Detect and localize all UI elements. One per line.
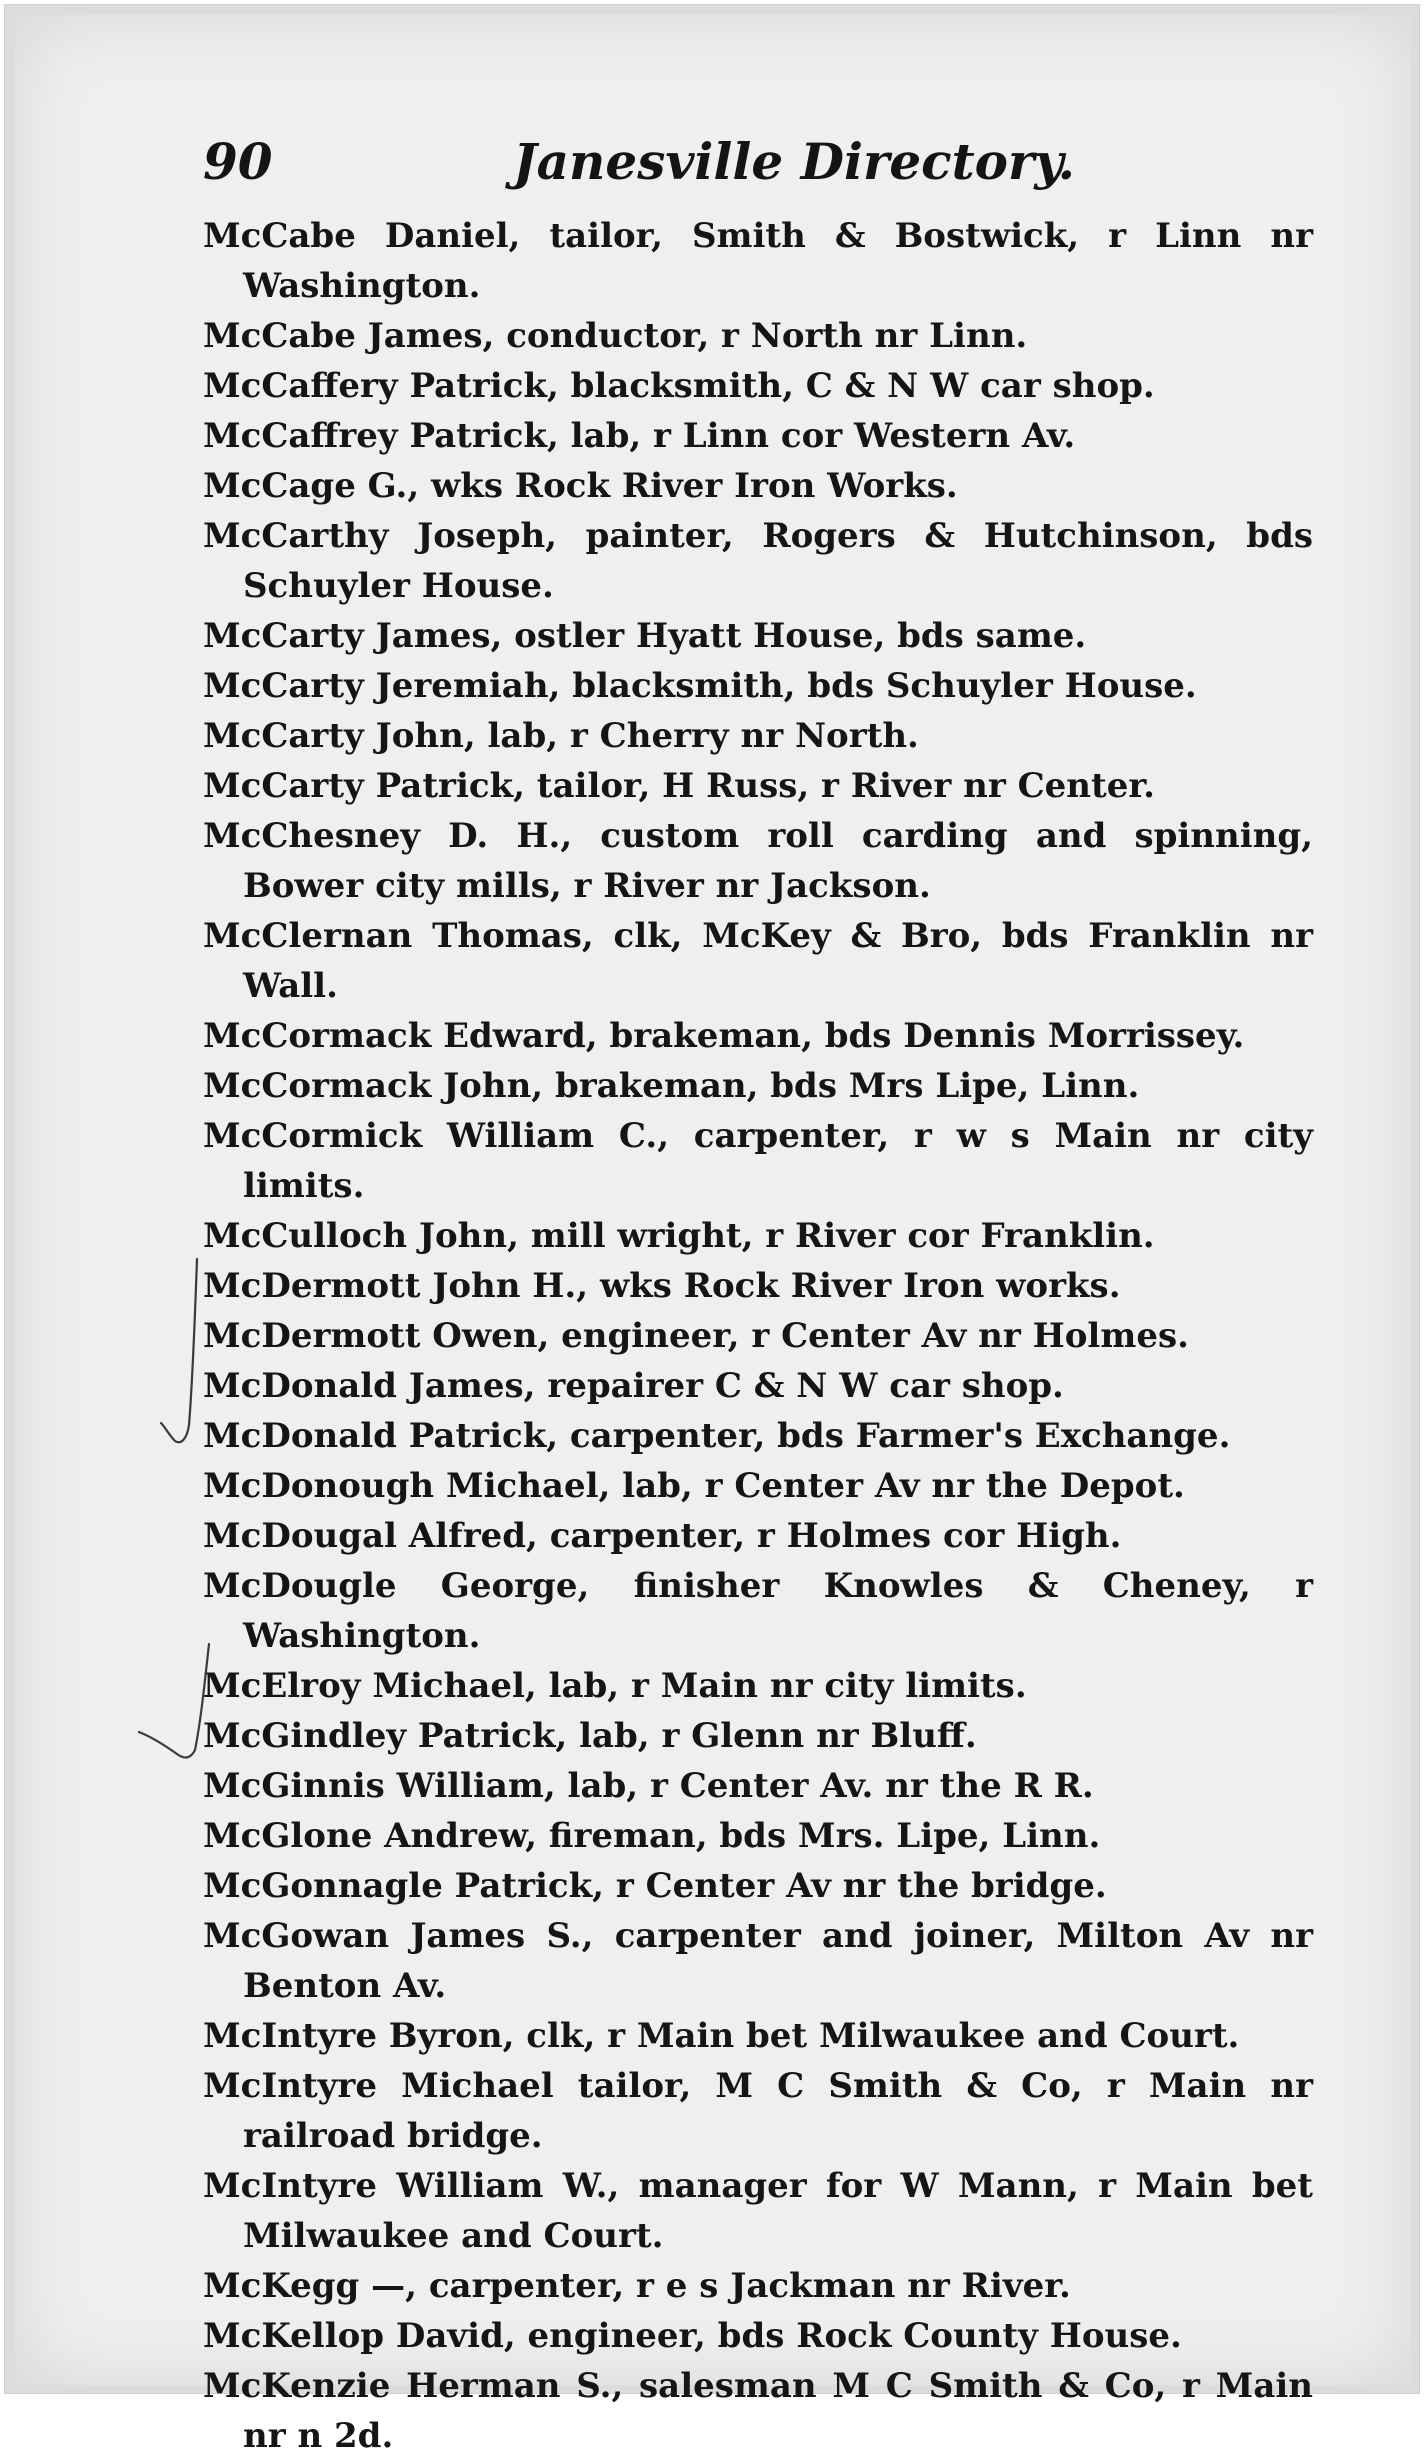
directory-entry: McGlone Andrew, fireman, bds Mrs. Lipe, Linn. [203, 1816, 1101, 1856]
directory-entry: McCarty Patrick, tailor, H Russ, r River nr Center. [203, 766, 1155, 806]
directory-entry: McCormick William C., carpenter, r w s Main nr city limits. [203, 1116, 1313, 1206]
directory-entry: McKegg —, carpenter, r e s Jackman nr River. [203, 2266, 1071, 2306]
directory-entry: McGindley Patrick, lab, r Glenn nr Bluff. [203, 1716, 977, 1756]
directory-entry: McCormack Edward, brakeman, bds Dennis Morrissey. [203, 1016, 1245, 1056]
directory-entry: McCaffrey Patrick, lab, r Linn cor Western Av. [203, 416, 1076, 456]
directory-entry: McKenzie Herman S., salesman M C Smith & Co, r Main nr n 2d. [203, 2366, 1313, 2456]
directory-entry: McDermott John H., wks Rock River Iron works. [203, 1266, 1121, 1306]
directory-entry: McCarthy Joseph, painter, Rogers & Hutchinson, bds Schuyler House. [203, 516, 1313, 606]
directory-entry: McDougle George, finisher Knowles & Cheney, r Washington. [203, 1566, 1313, 1656]
directory-entry: McDonald Patrick, carpenter, bds Farmer's Exchange. [203, 1416, 1231, 1456]
directory-entry: McKellop David, engineer, bds Rock County House. [203, 2316, 1182, 2356]
directory-entry: McChesney D. H., custom roll carding and spinning, Bower city mills, r River nr Jackson. [203, 816, 1313, 906]
directory-entry: McElroy Michael, lab, r Main nr city limits. [203, 1666, 1027, 1706]
directory-entry: McCulloch John, mill wright, r River cor Franklin. [203, 1216, 1155, 1256]
directory-entry: McIntyre Michael tailor, M C Smith & Co, r Main nr railroad bridge. [203, 2066, 1313, 2156]
directory-entry: McGonnagle Patrick, r Center Av nr the bridge. [203, 1866, 1107, 1906]
directory-entry: McCage G., wks Rock River Iron Works. [203, 466, 958, 506]
directory-entry: McCarty James, ostler Hyatt House, bds same. [203, 616, 1087, 656]
page-number: 90 [203, 132, 273, 191]
directory-entry: McCarty John, lab, r Cherry nr North. [203, 716, 919, 756]
directory-entry: McCormack John, brakeman, bds Mrs Lipe, Linn. [203, 1066, 1140, 1106]
directory-entry: McCarty Jeremiah, blacksmith, bds Schuyler House. [203, 666, 1197, 706]
directory-entry: McCaffery Patrick, blacksmith, C & N W car shop. [203, 366, 1155, 406]
page-header [203, 127, 1076, 197]
scan-border [4, 4, 1420, 2456]
directory-entry: McGowan James S., carpenter and joiner, Milton Av nr Benton Av. [203, 1916, 1313, 2006]
directory-entry: McDermott Owen, engineer, r Center Av nr Holmes. [203, 1316, 1189, 1356]
directory-entry: McGinnis William, lab, r Center Av. nr the R R. [203, 1766, 1094, 1806]
directory-entry: McCabe Daniel, tailor, Smith & Bostwick, r Linn nr Washington. [203, 216, 1313, 306]
directory-entry: McClernan Thomas, clk, McKey & Bro, bds Franklin nr Wall. [203, 916, 1313, 1006]
directory-entries [203, 211, 1313, 2461]
directory-entry: McIntyre Byron, clk, r Main bet Milwaukee and Court. [203, 2016, 1240, 2056]
running-head-title: Janesville Directory. [513, 132, 1076, 191]
directory-entry: McCabe James, conductor, r North nr Linn. [203, 316, 1028, 356]
directory-entry: McDonald James, repairer C & N W car shop. [203, 1366, 1064, 1406]
pencil-check-mark-upper [125, 1255, 215, 1455]
directory-entry: McDonough Michael, lab, r Center Av nr the Depot. [203, 1466, 1185, 1506]
directory-page [15, 15, 1411, 2456]
directory-entry: McIntyre William W., manager for W Mann, r Main bet Milwaukee and Court. [203, 2166, 1313, 2256]
directory-entry: McDougal Alfred, carpenter, r Holmes cor High. [203, 1516, 1122, 1556]
